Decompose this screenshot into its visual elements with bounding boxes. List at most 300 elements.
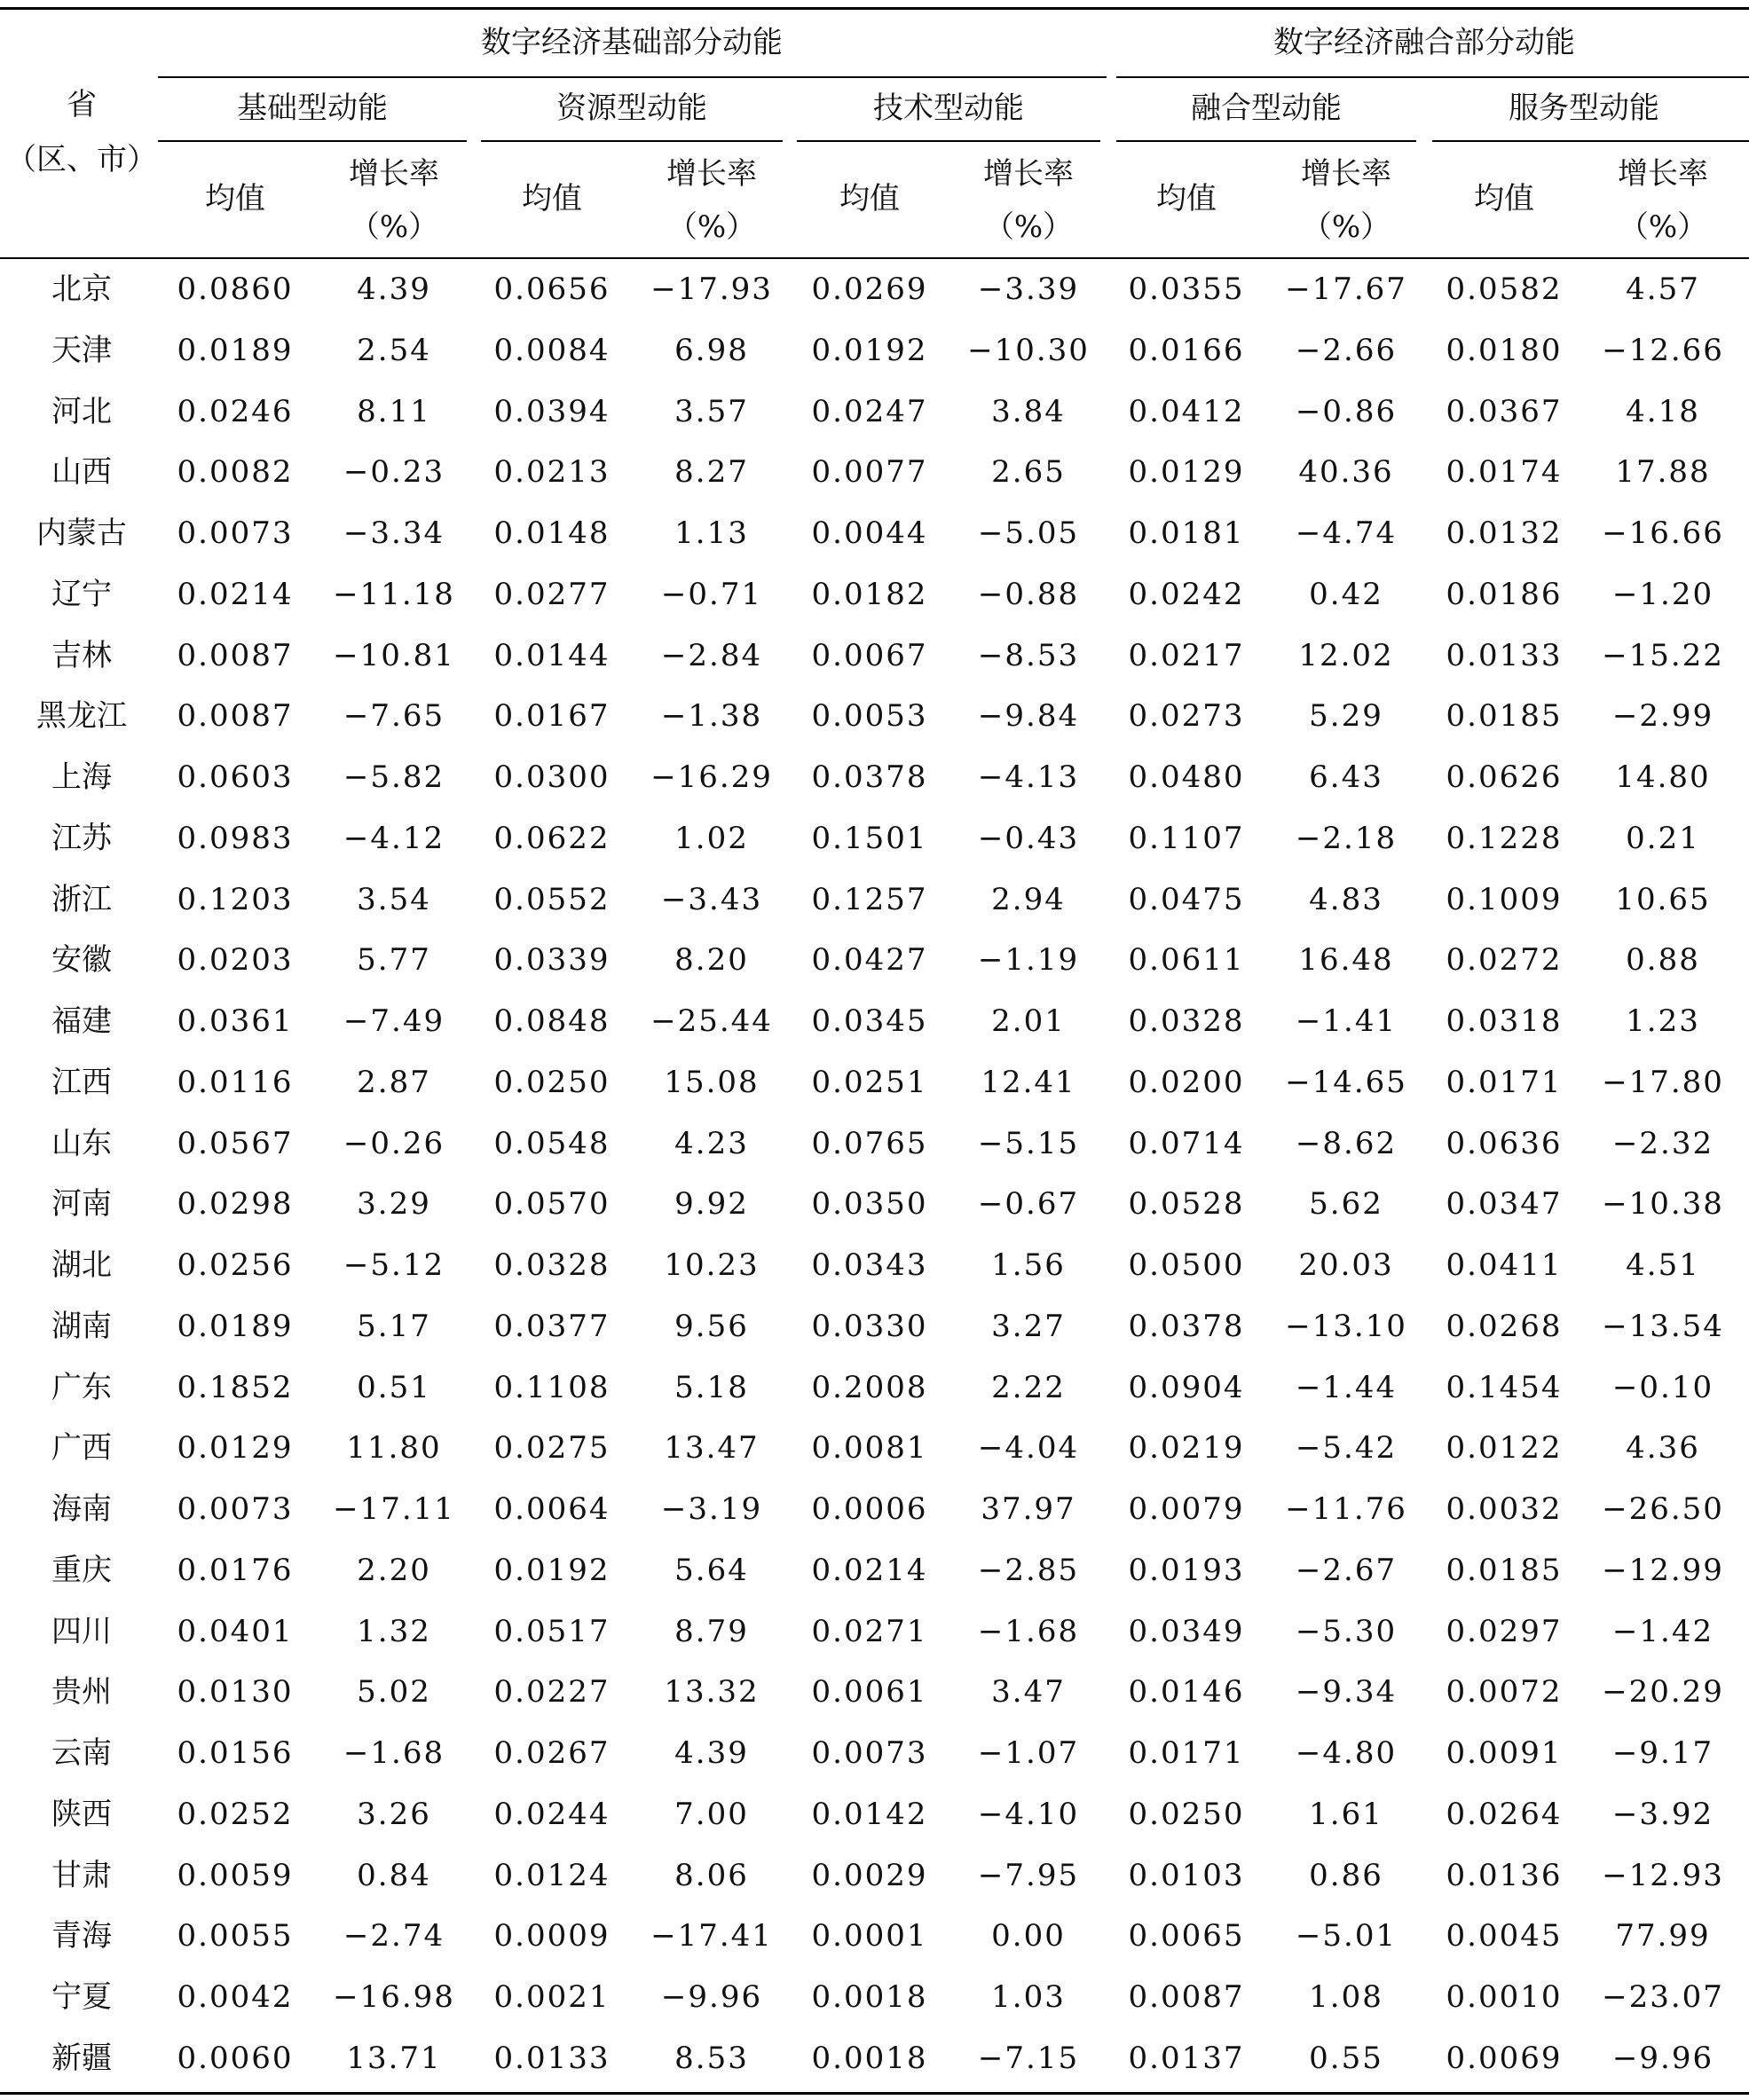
growth-rate-cell: 8.79 bbox=[674, 1613, 749, 1649]
growth-rate-cell: 1.02 bbox=[674, 820, 749, 856]
growth-rate-cell: 5.17 bbox=[357, 1308, 431, 1344]
mean-value-cell: 0.0148 bbox=[493, 515, 611, 551]
mean-value-cell: 0.0347 bbox=[1446, 1186, 1563, 1223]
column-header-growth: 增长率 bbox=[349, 156, 439, 192]
mean-value-cell: 0.0714 bbox=[1128, 1125, 1245, 1161]
province-cell: 江西 bbox=[51, 1064, 112, 1100]
growth-rate-cell: −5.30 bbox=[1295, 1613, 1398, 1649]
mean-value-cell: 0.0061 bbox=[811, 1674, 928, 1711]
mean-value-cell: 0.0480 bbox=[1128, 759, 1245, 795]
growth-rate-cell: −20.29 bbox=[1602, 1674, 1724, 1711]
mean-value-cell: 0.0246 bbox=[177, 393, 294, 429]
mean-value-cell: 0.0053 bbox=[811, 698, 928, 735]
mean-value-cell: 0.0378 bbox=[811, 759, 928, 795]
province-cell: 云南 bbox=[51, 1735, 112, 1771]
growth-rate-cell: 13.32 bbox=[664, 1674, 760, 1711]
mean-value-cell: 0.0848 bbox=[493, 1003, 611, 1039]
growth-rate-cell: 10.23 bbox=[664, 1247, 760, 1283]
growth-rate-cell: −1.19 bbox=[977, 942, 1080, 979]
mean-value-cell: 0.0166 bbox=[1128, 332, 1245, 368]
growth-rate-cell: 20.03 bbox=[1298, 1247, 1394, 1283]
growth-rate-cell: −17.80 bbox=[1602, 1064, 1724, 1100]
mean-value-cell: 0.0330 bbox=[811, 1308, 928, 1344]
growth-rate-cell: 2.94 bbox=[991, 881, 1066, 917]
mean-value-cell: 0.0055 bbox=[177, 1918, 294, 1954]
growth-rate-cell: −2.84 bbox=[660, 637, 763, 673]
mean-value-cell: 0.0082 bbox=[177, 454, 294, 491]
growth-rate-cell: 14.80 bbox=[1615, 759, 1711, 795]
growth-rate-cell: −9.84 bbox=[977, 698, 1080, 735]
growth-rate-cell: 11.80 bbox=[346, 1430, 442, 1467]
growth-rate-cell: −3.39 bbox=[977, 271, 1080, 307]
mean-value-cell: 0.0298 bbox=[177, 1186, 294, 1223]
growth-rate-cell: −2.18 bbox=[1295, 820, 1398, 856]
growth-rate-cell: −1.68 bbox=[977, 1613, 1080, 1649]
mean-value-cell: 0.0622 bbox=[493, 820, 611, 856]
mean-value-cell: 0.0219 bbox=[1128, 1430, 1245, 1467]
mean-value-cell: 0.0328 bbox=[493, 1247, 611, 1283]
growth-rate-cell: 4.83 bbox=[1309, 881, 1383, 917]
growth-rate-cell: 4.23 bbox=[674, 1125, 749, 1161]
mean-value-cell: 0.0277 bbox=[493, 576, 611, 612]
mean-value-cell: 0.0267 bbox=[493, 1735, 611, 1771]
mean-value-cell: 0.1852 bbox=[177, 1369, 294, 1405]
growth-rate-cell: −9.34 bbox=[1295, 1674, 1398, 1711]
growth-rate-cell: 77.99 bbox=[1615, 1918, 1711, 1954]
mean-value-cell: 0.0156 bbox=[177, 1735, 294, 1771]
mean-value-cell: 0.0064 bbox=[493, 1491, 611, 1527]
column-header-mean: 均值 bbox=[522, 181, 582, 216]
growth-rate-cell: 10.65 bbox=[1615, 881, 1711, 917]
growth-rate-cell: 37.97 bbox=[981, 1491, 1076, 1527]
growth-rate-cell: 8.20 bbox=[674, 942, 749, 979]
growth-rate-cell: 8.27 bbox=[674, 454, 749, 491]
mean-value-cell: 0.0059 bbox=[177, 1857, 294, 1893]
mean-value-cell: 0.0180 bbox=[1446, 332, 1563, 368]
column-header-growth: 增长率 bbox=[1618, 156, 1708, 192]
mean-value-cell: 0.0129 bbox=[177, 1430, 294, 1467]
mean-value-cell: 0.0079 bbox=[1128, 1491, 1245, 1527]
mean-value-cell: 0.1009 bbox=[1446, 881, 1563, 917]
mean-value-cell: 0.0300 bbox=[493, 759, 611, 795]
growth-rate-cell: −14.65 bbox=[1285, 1064, 1407, 1100]
mean-value-cell: 0.0067 bbox=[811, 637, 928, 673]
growth-rate-cell: −0.67 bbox=[977, 1186, 1080, 1223]
growth-rate-cell: −5.82 bbox=[343, 759, 445, 795]
growth-rate-cell: 0.55 bbox=[1309, 2040, 1383, 2076]
growth-rate-cell: 5.29 bbox=[1309, 698, 1383, 735]
growth-rate-cell: −12.66 bbox=[1602, 332, 1724, 368]
mean-value-cell: 0.0297 bbox=[1446, 1613, 1563, 1649]
mean-value-cell: 0.0045 bbox=[1446, 1918, 1563, 1954]
growth-rate-cell: 0.88 bbox=[1626, 942, 1700, 979]
growth-rate-cell: 1.13 bbox=[674, 515, 749, 551]
growth-rate-cell: 5.64 bbox=[674, 1552, 749, 1588]
growth-rate-cell: −9.17 bbox=[1611, 1735, 1714, 1771]
growth-rate-cell: 0.00 bbox=[991, 1918, 1066, 1954]
growth-rate-cell: −0.88 bbox=[977, 576, 1080, 612]
growth-rate-cell: −3.92 bbox=[1611, 1796, 1714, 1832]
province-cell: 广东 bbox=[51, 1369, 112, 1405]
mean-value-cell: 0.0528 bbox=[1128, 1186, 1245, 1223]
subgroup-rule-1 bbox=[158, 140, 467, 142]
mean-value-cell: 0.0983 bbox=[177, 820, 294, 856]
mean-value-cell: 0.0378 bbox=[1128, 1308, 1245, 1344]
mean-value-cell: 0.0130 bbox=[177, 1674, 294, 1711]
province-cell: 宁夏 bbox=[51, 1979, 112, 2015]
mean-value-cell: 0.0214 bbox=[177, 576, 294, 612]
mean-value-cell: 0.0144 bbox=[493, 637, 611, 673]
mean-value-cell: 0.0185 bbox=[1446, 698, 1563, 735]
province-cell: 山西 bbox=[51, 454, 112, 491]
mean-value-cell: 0.0029 bbox=[811, 1857, 928, 1893]
province-cell: 黑龙江 bbox=[36, 698, 127, 735]
mean-value-cell: 0.0087 bbox=[177, 637, 294, 673]
mean-value-cell: 0.0174 bbox=[1446, 454, 1563, 491]
province-cell: 四川 bbox=[51, 1613, 112, 1649]
mean-value-cell: 0.0656 bbox=[493, 271, 611, 307]
growth-rate-cell: −9.96 bbox=[1611, 2040, 1714, 2076]
mean-value-cell: 0.0073 bbox=[811, 1735, 928, 1771]
growth-rate-cell: −13.10 bbox=[1285, 1308, 1407, 1344]
growth-rate-cell: −10.30 bbox=[967, 332, 1090, 368]
growth-rate-cell: −12.93 bbox=[1602, 1857, 1724, 1893]
growth-rate-cell: −0.86 bbox=[1295, 393, 1398, 429]
mean-value-cell: 0.0065 bbox=[1128, 1918, 1245, 1954]
mean-value-cell: 0.0077 bbox=[811, 454, 928, 491]
growth-rate-cell: 1.32 bbox=[357, 1613, 431, 1649]
growth-rate-cell: −17.93 bbox=[650, 271, 773, 307]
growth-rate-cell: −17.41 bbox=[650, 1918, 773, 1954]
mean-value-cell: 0.0217 bbox=[1128, 637, 1245, 673]
mean-value-cell: 0.0136 bbox=[1446, 1857, 1563, 1893]
mean-value-cell: 0.0001 bbox=[811, 1918, 928, 1954]
mean-value-cell: 0.0084 bbox=[493, 332, 611, 368]
mean-value-cell: 0.0272 bbox=[1446, 942, 1563, 979]
subgroup-header-5: 服务型动能 bbox=[1509, 90, 1659, 126]
province-cell: 安徽 bbox=[51, 942, 112, 979]
growth-rate-cell: 4.36 bbox=[1626, 1430, 1700, 1467]
mean-value-cell: 0.0192 bbox=[811, 332, 928, 368]
mean-value-cell: 0.0087 bbox=[1128, 1979, 1245, 2015]
growth-rate-cell: −4.13 bbox=[977, 759, 1080, 795]
mean-value-cell: 0.0548 bbox=[493, 1125, 611, 1161]
growth-rate-cell: −7.15 bbox=[977, 2040, 1080, 2076]
mean-value-cell: 0.0394 bbox=[493, 393, 611, 429]
mean-value-cell: 0.0860 bbox=[177, 271, 294, 307]
mean-value-cell: 0.0343 bbox=[811, 1247, 928, 1283]
growth-rate-cell: 17.88 bbox=[1615, 454, 1711, 491]
mean-value-cell: 0.0018 bbox=[811, 2040, 928, 2076]
growth-rate-cell: 5.02 bbox=[357, 1674, 431, 1711]
growth-rate-cell: −23.07 bbox=[1602, 1979, 1724, 2015]
growth-rate-cell: 2.22 bbox=[991, 1369, 1066, 1405]
mean-value-cell: 0.0073 bbox=[177, 1491, 294, 1527]
top-rule bbox=[0, 7, 1749, 10]
growth-rate-cell: −4.10 bbox=[977, 1796, 1080, 1832]
province-cell: 吉林 bbox=[51, 637, 112, 673]
mean-value-cell: 0.0636 bbox=[1446, 1125, 1563, 1161]
growth-rate-cell: −25.44 bbox=[650, 1003, 773, 1039]
growth-rate-cell: −2.99 bbox=[1611, 698, 1714, 735]
subgroup-rule-2 bbox=[481, 140, 783, 142]
mean-value-cell: 0.0247 bbox=[811, 393, 928, 429]
mean-value-cell: 0.0350 bbox=[811, 1186, 928, 1223]
growth-rate-cell: −15.22 bbox=[1602, 637, 1724, 673]
growth-rate-cell: 6.43 bbox=[1309, 759, 1383, 795]
growth-rate-cell: 4.57 bbox=[1626, 271, 1700, 307]
growth-rate-cell: 3.54 bbox=[357, 881, 431, 917]
growth-rate-cell: −10.38 bbox=[1602, 1186, 1724, 1223]
mean-value-cell: 0.1501 bbox=[811, 820, 928, 856]
growth-rate-cell: −17.67 bbox=[1285, 271, 1407, 307]
growth-rate-cell: 40.36 bbox=[1298, 454, 1394, 491]
mean-value-cell: 0.0318 bbox=[1446, 1003, 1563, 1039]
growth-rate-cell: −5.42 bbox=[1295, 1430, 1398, 1467]
growth-rate-cell: 1.08 bbox=[1309, 1979, 1383, 2015]
mean-value-cell: 0.0182 bbox=[811, 576, 928, 612]
growth-rate-cell: −16.29 bbox=[650, 759, 773, 795]
growth-rate-cell: −3.34 bbox=[343, 515, 445, 551]
mean-value-cell: 0.0377 bbox=[493, 1308, 611, 1344]
growth-rate-cell: 2.20 bbox=[357, 1552, 431, 1588]
mean-value-cell: 0.0069 bbox=[1446, 2040, 1563, 2076]
growth-rate-cell: 1.03 bbox=[991, 1979, 1066, 2015]
growth-rate-cell: −11.18 bbox=[333, 576, 455, 612]
growth-rate-cell: 0.51 bbox=[357, 1369, 431, 1405]
mean-value-cell: 0.0132 bbox=[1446, 515, 1563, 551]
mean-value-cell: 0.0010 bbox=[1446, 1979, 1563, 2015]
subgroup-header-3: 技术型动能 bbox=[873, 90, 1024, 126]
province-cell: 江苏 bbox=[51, 820, 112, 856]
province-cell: 辽宁 bbox=[51, 576, 112, 612]
growth-rate-cell: −2.67 bbox=[1295, 1552, 1398, 1588]
province-cell: 河南 bbox=[51, 1186, 112, 1223]
growth-rate-cell: −1.20 bbox=[1611, 576, 1714, 612]
mean-value-cell: 0.0176 bbox=[177, 1552, 294, 1588]
growth-rate-cell: 1.23 bbox=[1626, 1003, 1700, 1039]
mean-value-cell: 0.0275 bbox=[493, 1430, 611, 1467]
mean-value-cell: 0.0244 bbox=[493, 1796, 611, 1832]
mean-value-cell: 0.1108 bbox=[493, 1369, 611, 1405]
growth-rate-cell: 4.39 bbox=[357, 271, 431, 307]
mean-value-cell: 0.0006 bbox=[811, 1491, 928, 1527]
mean-value-cell: 0.0256 bbox=[177, 1247, 294, 1283]
mean-value-cell: 0.1257 bbox=[811, 881, 928, 917]
row-header-region: （区、市） bbox=[6, 142, 157, 177]
mean-value-cell: 0.0129 bbox=[1128, 454, 1245, 491]
mean-value-cell: 0.0268 bbox=[1446, 1308, 1563, 1344]
growth-rate-cell: −0.10 bbox=[1611, 1369, 1714, 1405]
group-rule-basic bbox=[158, 76, 1107, 78]
mean-value-cell: 0.0250 bbox=[1128, 1796, 1245, 1832]
growth-rate-cell: −5.05 bbox=[977, 515, 1080, 551]
subgroup-header-1: 基础型动能 bbox=[237, 90, 388, 126]
mean-value-cell: 0.0203 bbox=[177, 942, 294, 979]
growth-rate-cell: 7.00 bbox=[674, 1796, 749, 1832]
growth-rate-cell: −3.43 bbox=[660, 881, 763, 917]
growth-rate-cell: 0.42 bbox=[1309, 576, 1383, 612]
mean-value-cell: 0.0227 bbox=[493, 1674, 611, 1711]
column-header-mean: 均值 bbox=[205, 181, 265, 216]
row-header-province: 省 bbox=[67, 87, 97, 122]
province-cell: 重庆 bbox=[51, 1552, 112, 1588]
growth-rate-cell: 3.29 bbox=[357, 1186, 431, 1223]
mean-value-cell: 0.0401 bbox=[177, 1613, 294, 1649]
growth-rate-cell: 9.92 bbox=[674, 1186, 749, 1223]
growth-rate-cell: −5.12 bbox=[343, 1247, 445, 1283]
province-cell: 浙江 bbox=[51, 881, 112, 917]
mean-value-cell: 0.0087 bbox=[177, 698, 294, 735]
mean-value-cell: 0.0018 bbox=[811, 1979, 928, 2015]
mean-value-cell: 0.0355 bbox=[1128, 271, 1245, 307]
mean-value-cell: 0.0091 bbox=[1446, 1735, 1563, 1771]
province-cell: 河北 bbox=[51, 393, 112, 429]
mean-value-cell: 0.0133 bbox=[1446, 637, 1563, 673]
growth-rate-cell: −2.74 bbox=[343, 1918, 445, 1954]
bottom-rule bbox=[0, 2092, 1749, 2095]
subgroup-header-2: 资源型动能 bbox=[556, 90, 707, 126]
mean-value-cell: 0.0124 bbox=[493, 1857, 611, 1893]
mean-value-cell: 0.0032 bbox=[1446, 1491, 1563, 1527]
mean-value-cell: 0.0582 bbox=[1446, 271, 1563, 307]
subgroup-rule-5 bbox=[1432, 140, 1749, 142]
mean-value-cell: 0.0171 bbox=[1446, 1064, 1563, 1100]
growth-rate-cell: −1.38 bbox=[660, 698, 763, 735]
subgroup-header-4: 融合型动能 bbox=[1191, 90, 1342, 126]
header-bottom-rule bbox=[0, 257, 1749, 259]
mean-value-cell: 0.0242 bbox=[1128, 576, 1245, 612]
mean-value-cell: 0.0328 bbox=[1128, 1003, 1245, 1039]
mean-value-cell: 0.1203 bbox=[177, 881, 294, 917]
growth-rate-cell: −0.71 bbox=[660, 576, 763, 612]
province-cell: 青海 bbox=[51, 1918, 112, 1954]
mean-value-cell: 0.0021 bbox=[493, 1979, 611, 2015]
mean-value-cell: 0.0412 bbox=[1128, 393, 1245, 429]
mean-value-cell: 0.0044 bbox=[811, 515, 928, 551]
province-cell: 山东 bbox=[51, 1125, 112, 1161]
mean-value-cell: 0.0072 bbox=[1446, 1674, 1563, 1711]
growth-rate-cell: −3.19 bbox=[660, 1491, 763, 1527]
mean-value-cell: 0.0185 bbox=[1446, 1552, 1563, 1588]
group-header-fusion: 数字经济融合部分动能 bbox=[1273, 25, 1575, 60]
mean-value-cell: 0.0500 bbox=[1128, 1247, 1245, 1283]
province-cell: 新疆 bbox=[51, 2040, 112, 2076]
growth-rate-cell: 4.51 bbox=[1626, 1247, 1700, 1283]
mean-value-cell: 0.0103 bbox=[1128, 1857, 1245, 1893]
province-cell: 上海 bbox=[51, 759, 112, 795]
growth-rate-cell: 12.41 bbox=[981, 1064, 1076, 1100]
mean-value-cell: 0.0367 bbox=[1446, 393, 1563, 429]
growth-rate-cell: −7.65 bbox=[343, 698, 445, 735]
column-header-growth-unit: （%） bbox=[1618, 209, 1708, 245]
mean-value-cell: 0.0517 bbox=[493, 1613, 611, 1649]
growth-rate-cell: −26.50 bbox=[1602, 1491, 1724, 1527]
mean-value-cell: 0.0189 bbox=[177, 1308, 294, 1344]
mean-value-cell: 0.0250 bbox=[493, 1064, 611, 1100]
mean-value-cell: 0.0186 bbox=[1446, 576, 1563, 612]
mean-value-cell: 0.0339 bbox=[493, 942, 611, 979]
province-cell: 广西 bbox=[51, 1430, 112, 1467]
mean-value-cell: 0.1228 bbox=[1446, 820, 1563, 856]
mean-value-cell: 0.0570 bbox=[493, 1186, 611, 1223]
growth-rate-cell: 4.39 bbox=[674, 1735, 749, 1771]
growth-rate-cell: 1.61 bbox=[1309, 1796, 1383, 1832]
growth-rate-cell: −0.23 bbox=[343, 454, 445, 491]
growth-rate-cell: −4.12 bbox=[343, 820, 445, 856]
growth-rate-cell: 0.21 bbox=[1626, 820, 1700, 856]
mean-value-cell: 0.0060 bbox=[177, 2040, 294, 2076]
growth-rate-cell: −13.54 bbox=[1602, 1308, 1724, 1344]
growth-rate-cell: −4.74 bbox=[1295, 515, 1398, 551]
province-cell: 北京 bbox=[51, 271, 112, 307]
mean-value-cell: 0.0427 bbox=[811, 942, 928, 979]
mean-value-cell: 0.0349 bbox=[1128, 1613, 1245, 1649]
growth-rate-cell: −9.96 bbox=[660, 1979, 763, 2015]
column-header-growth-unit: （%） bbox=[666, 209, 757, 245]
mean-value-cell: 0.0137 bbox=[1128, 2040, 1245, 2076]
province-cell: 内蒙古 bbox=[36, 515, 127, 551]
column-header-mean: 均值 bbox=[839, 181, 900, 216]
province-cell: 甘肃 bbox=[51, 1857, 112, 1893]
column-header-growth: 增长率 bbox=[666, 156, 757, 192]
group-rule-fusion bbox=[1116, 76, 1749, 78]
growth-rate-cell: −12.99 bbox=[1602, 1552, 1724, 1588]
growth-rate-cell: −7.49 bbox=[343, 1003, 445, 1039]
province-cell: 海南 bbox=[51, 1491, 112, 1527]
growth-rate-cell: −8.62 bbox=[1295, 1125, 1398, 1161]
growth-rate-cell: 2.65 bbox=[991, 454, 1066, 491]
province-cell: 贵州 bbox=[51, 1674, 112, 1711]
growth-rate-cell: −1.44 bbox=[1295, 1369, 1398, 1405]
growth-rate-cell: 8.06 bbox=[674, 1857, 749, 1893]
column-header-growth: 增长率 bbox=[983, 156, 1074, 192]
growth-rate-cell: −1.42 bbox=[1611, 1613, 1714, 1649]
province-cell: 陕西 bbox=[51, 1796, 112, 1832]
growth-rate-cell: 0.84 bbox=[357, 1857, 431, 1893]
mean-value-cell: 0.0345 bbox=[811, 1003, 928, 1039]
growth-rate-cell: 3.26 bbox=[357, 1796, 431, 1832]
mean-value-cell: 0.0552 bbox=[493, 881, 611, 917]
growth-rate-cell: 12.02 bbox=[1298, 637, 1394, 673]
group-header-basic: 数字经济基础部分动能 bbox=[481, 25, 783, 60]
growth-rate-cell: −2.85 bbox=[977, 1552, 1080, 1588]
growth-rate-cell: 5.77 bbox=[357, 942, 431, 979]
mean-value-cell: 0.0361 bbox=[177, 1003, 294, 1039]
mean-value-cell: 0.0411 bbox=[1446, 1247, 1563, 1283]
province-cell: 湖南 bbox=[51, 1308, 112, 1344]
mean-value-cell: 0.0167 bbox=[493, 698, 611, 735]
growth-rate-cell: 5.62 bbox=[1309, 1186, 1383, 1223]
mean-value-cell: 0.0171 bbox=[1128, 1735, 1245, 1771]
growth-rate-cell: −0.26 bbox=[343, 1125, 445, 1161]
mean-value-cell: 0.0009 bbox=[493, 1918, 611, 1954]
mean-value-cell: 0.0142 bbox=[811, 1796, 928, 1832]
mean-value-cell: 0.0116 bbox=[177, 1064, 294, 1100]
growth-rate-cell: 0.86 bbox=[1309, 1857, 1383, 1893]
mean-value-cell: 0.0042 bbox=[177, 1979, 294, 2015]
column-header-growth: 增长率 bbox=[1301, 156, 1391, 192]
mean-value-cell: 0.0273 bbox=[1128, 698, 1245, 735]
growth-rate-cell: −2.66 bbox=[1295, 332, 1398, 368]
mean-value-cell: 0.0133 bbox=[493, 2040, 611, 2076]
mean-value-cell: 0.0192 bbox=[493, 1552, 611, 1588]
mean-value-cell: 0.0475 bbox=[1128, 881, 1245, 917]
growth-rate-cell: 4.18 bbox=[1626, 393, 1700, 429]
mean-value-cell: 0.0271 bbox=[811, 1613, 928, 1649]
mean-value-cell: 0.0611 bbox=[1128, 942, 1245, 979]
growth-rate-cell: −1.68 bbox=[343, 1735, 445, 1771]
